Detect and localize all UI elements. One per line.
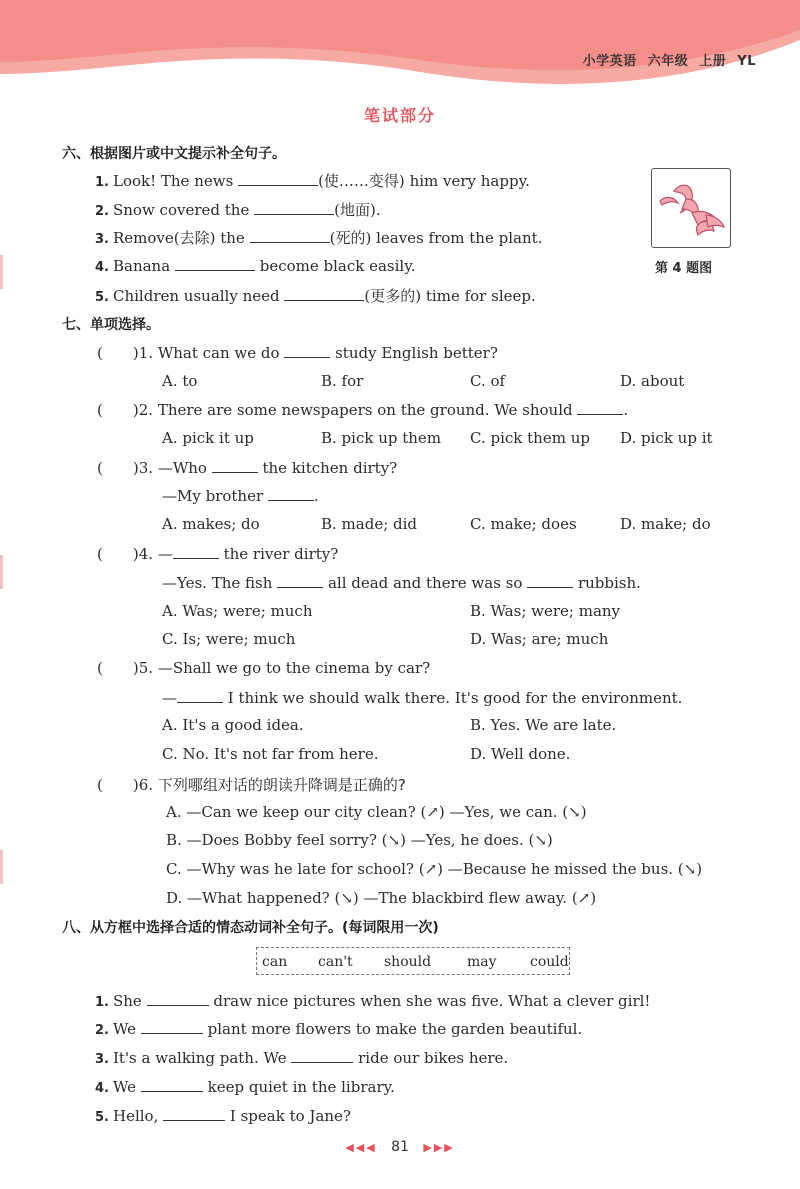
option-b[interactable]: B. pick up them xyxy=(321,429,442,447)
answer-blank[interactable] xyxy=(141,1077,203,1092)
option-a[interactable]: A. It's a good idea. xyxy=(162,716,304,734)
answer-blank[interactable] xyxy=(268,486,314,501)
question-3-line-2 xyxy=(162,486,319,505)
item-text: him very happy. xyxy=(409,172,530,190)
option-b[interactable]: B. for xyxy=(321,372,364,390)
option-c[interactable]: C. No. It's not far from here. xyxy=(162,745,379,763)
part6-item-1 xyxy=(95,170,530,191)
option-a[interactable]: A. Was; were; much xyxy=(162,602,313,620)
figure-caption: 第 4 题图 xyxy=(655,261,713,276)
item-text: We xyxy=(112,1078,137,1096)
answer-blank[interactable] xyxy=(291,1048,353,1063)
item-number: 1. xyxy=(95,995,109,1010)
answer-blank[interactable] xyxy=(141,1019,203,1034)
question-6 xyxy=(97,774,406,795)
answer-blank[interactable] xyxy=(175,256,255,271)
question-5 xyxy=(97,659,430,677)
header-volume: 上册 xyxy=(699,54,727,69)
option-d[interactable]: D. Well done. xyxy=(470,745,571,763)
word-bank xyxy=(256,947,570,975)
question-2 xyxy=(97,400,628,419)
question-number: )5. xyxy=(132,659,154,677)
part6-item-5 xyxy=(95,285,536,306)
question-number: )2. xyxy=(132,401,154,419)
answer-blank[interactable] xyxy=(163,1106,225,1121)
option-b[interactable]: B. Yes. We are late. xyxy=(470,716,617,734)
word-bank-item: can't xyxy=(318,954,353,970)
option-d[interactable]: D. make; do xyxy=(620,515,711,533)
answer-blank[interactable] xyxy=(277,573,323,588)
banana-peel-icon xyxy=(652,169,730,247)
answer-paren-open: ( xyxy=(97,659,103,677)
word-bank-item: could xyxy=(530,954,569,970)
answer-blank[interactable] xyxy=(147,991,209,1006)
item-text: become black easily. xyxy=(259,257,416,275)
option-c[interactable]: C. make; does xyxy=(470,515,577,533)
question-text: all dead and there was so xyxy=(327,574,523,592)
header-grade: 六年级 xyxy=(647,54,689,69)
item-number: 4. xyxy=(95,1081,109,1096)
item-text: It's a walking path. We xyxy=(112,1049,287,1067)
option-a[interactable]: A. pick it up xyxy=(162,429,254,447)
option-a[interactable]: A. makes; do xyxy=(162,515,260,533)
question-text: the kitchen dirty? xyxy=(262,459,398,477)
item-text: keep quiet in the library. xyxy=(207,1078,395,1096)
part6-heading: 六、根据图片或中文提示补全句子。 xyxy=(62,146,286,162)
item-hint: (地面). xyxy=(334,201,381,219)
part8-item-5 xyxy=(95,1106,351,1125)
question-text: . xyxy=(623,401,629,419)
answer-blank[interactable] xyxy=(527,573,573,588)
answer-blank[interactable] xyxy=(177,688,223,703)
question-text: . xyxy=(313,487,319,505)
question-4 xyxy=(97,544,338,563)
part8-item-3 xyxy=(95,1048,508,1067)
part7-heading: 七、单项选择。 xyxy=(62,317,160,333)
question-text: study English better? xyxy=(335,344,498,362)
question-text: I think we should walk there. It's good for the environment. xyxy=(227,689,683,707)
question-text: There are some newspapers on the ground. We should xyxy=(157,401,573,419)
question-text: the river dirty? xyxy=(223,545,339,563)
part6-item-3 xyxy=(95,227,542,248)
question-text: rubbish. xyxy=(577,574,641,592)
part6-item-4 xyxy=(95,256,415,275)
answer-slot[interactable] xyxy=(103,459,133,473)
question-text: — xyxy=(162,689,177,707)
item-number: 5. xyxy=(95,1110,109,1125)
section-title: 笔试部分 xyxy=(363,106,436,125)
question-text: —Shall we go to the cinema by car? xyxy=(157,659,431,677)
header-subject: 小学英语 xyxy=(582,54,637,69)
option-d[interactable]: D. Was; are; much xyxy=(470,630,609,648)
option-c[interactable]: C. pick them up xyxy=(470,429,590,447)
option-d[interactable]: D. about xyxy=(620,372,685,390)
header-edition: YL xyxy=(737,54,756,69)
question-number: )1. xyxy=(132,344,154,362)
answer-paren-open: ( xyxy=(97,459,103,477)
option-b[interactable]: B. —Does Bobby feel sorry? (↘) —Yes, he does. (↘) xyxy=(166,831,553,849)
item-number: 3. xyxy=(95,1052,109,1067)
question-text: — xyxy=(157,545,173,563)
item-text: Remove(去除) the xyxy=(112,229,245,247)
part8-item-4 xyxy=(95,1077,395,1096)
question-4-line-2 xyxy=(162,573,641,592)
option-d[interactable]: D. pick up it xyxy=(620,429,713,447)
item-text: Look! The news xyxy=(112,172,234,190)
figure-frame xyxy=(651,168,731,248)
item-text: Children usually need xyxy=(112,287,280,305)
option-a[interactable]: A. to xyxy=(162,372,198,390)
page-footer xyxy=(0,1139,800,1155)
answer-paren-open: ( xyxy=(97,344,103,362)
answer-paren-open: ( xyxy=(97,401,103,419)
answer-blank[interactable] xyxy=(577,400,623,415)
option-c[interactable]: C. Is; were; much xyxy=(162,630,296,648)
answer-slot[interactable] xyxy=(103,776,133,790)
answer-slot[interactable] xyxy=(103,659,133,673)
answer-blank[interactable] xyxy=(254,200,334,215)
answer-slot[interactable] xyxy=(103,344,133,358)
item-hint: (更多的) xyxy=(364,287,422,305)
item-text: leaves from the plant. xyxy=(376,229,543,247)
answer-blank[interactable] xyxy=(173,544,219,559)
answer-paren-open: ( xyxy=(97,545,103,563)
item-number: 5. xyxy=(95,290,109,305)
option-b[interactable]: B. Was; were; many xyxy=(470,602,621,620)
item-hint: (死的) xyxy=(329,229,372,247)
page-edge-mark xyxy=(0,850,3,884)
part8-item-1 xyxy=(95,991,650,1010)
item-text: ride our bikes here. xyxy=(358,1049,509,1067)
item-number: 2. xyxy=(95,204,109,219)
page-number: 81 xyxy=(391,1139,409,1155)
question-number: )4. xyxy=(132,545,154,563)
answer-blank[interactable] xyxy=(284,286,364,301)
answer-slot[interactable] xyxy=(103,545,133,559)
item-number: 4. xyxy=(95,260,109,275)
answer-blank[interactable] xyxy=(238,171,318,186)
word-bank-item: should xyxy=(384,954,432,970)
item-number: 1. xyxy=(95,175,109,190)
question-number: )6. xyxy=(132,776,154,794)
page-edge-mark xyxy=(0,255,3,289)
answer-blank[interactable] xyxy=(212,458,258,473)
question-text: —Yes. The fish xyxy=(162,574,273,592)
header-banner xyxy=(0,0,800,85)
item-number: 3. xyxy=(95,232,109,247)
item-hint: (使……变得) xyxy=(318,172,405,190)
item-text: She xyxy=(112,992,142,1010)
item-text: draw nice pictures when she was five. What a clever girl! xyxy=(213,992,651,1010)
option-c[interactable]: C. of xyxy=(470,372,506,390)
option-a[interactable]: A. —Can we keep our city clean? (↗) —Yes, we can. (↘) xyxy=(166,803,587,821)
option-c[interactable]: C. —Why was he late for school? (↗) —Because he missed the bus. (↘) xyxy=(166,860,703,878)
question-text: —Who xyxy=(157,459,207,477)
option-d[interactable]: D. —What happened? (↘) —The blackbird flew away. (↗) xyxy=(166,889,597,907)
part6-item-2 xyxy=(95,199,381,220)
header-label xyxy=(583,50,756,69)
answer-slot[interactable] xyxy=(103,401,133,415)
question-text: What can we do xyxy=(157,344,280,362)
item-text: I speak to Jane? xyxy=(229,1107,351,1125)
item-text: We xyxy=(112,1020,137,1038)
part8-item-2 xyxy=(95,1019,582,1038)
item-number: 2. xyxy=(95,1023,109,1038)
item-text: plant more flowers to make the garden beautiful. xyxy=(207,1020,583,1038)
item-text: Hello, xyxy=(112,1107,159,1125)
question-text: 下列哪组对话的朗读升降调是正确的? xyxy=(157,776,406,794)
answer-blank[interactable] xyxy=(284,343,330,358)
part8-heading: 八、从方框中选择合适的情态动词补全句子。(每词限用一次) xyxy=(62,920,439,936)
answer-paren-open: ( xyxy=(97,776,103,794)
page-edge-mark xyxy=(0,555,3,589)
question-1 xyxy=(97,343,498,362)
item-text: Snow covered the xyxy=(112,201,250,219)
item-text: Banana xyxy=(112,257,171,275)
prev-arrows-icon: ◀◀◀ xyxy=(345,1141,377,1154)
question-text: —My brother xyxy=(162,487,264,505)
question-3 xyxy=(97,458,397,477)
word-bank-item: may xyxy=(467,954,497,970)
question-5-line-2 xyxy=(162,688,682,707)
next-arrows-icon: ▶▶▶ xyxy=(423,1141,455,1154)
question-number: )3. xyxy=(132,459,154,477)
option-b[interactable]: B. made; did xyxy=(321,515,418,533)
word-bank-item: can xyxy=(262,954,288,970)
item-text: time for sleep. xyxy=(425,287,536,305)
answer-blank[interactable] xyxy=(250,228,330,243)
